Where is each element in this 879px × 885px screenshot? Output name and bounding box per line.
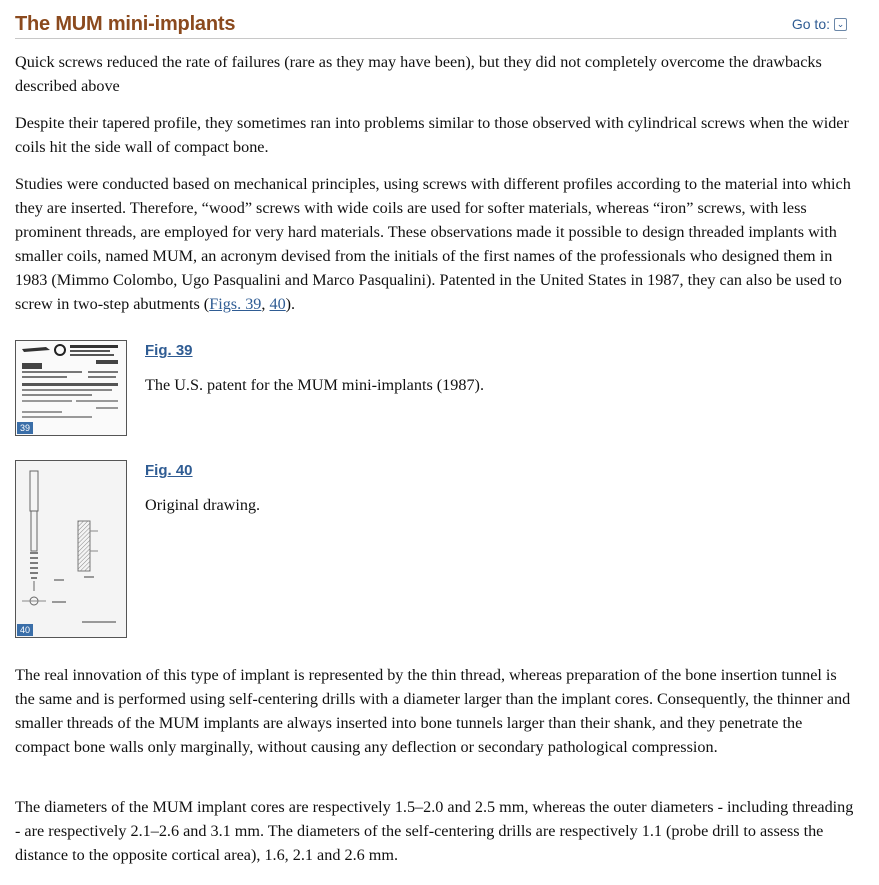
paragraph-3-end: ).: [285, 295, 296, 313]
link-separator: ,: [261, 295, 270, 313]
fig-39-badge: 39: [17, 422, 33, 434]
paragraph-4: The real innovation of this type of implant is represented by the thin thread, whereas preparation of the bone insertion tunnel is the same and is performed using self-centering drills with a diameter larger than the implant cores. Consequently, the thinner and smaller threads of the MUM implants are always inserted into bone tunnels larger than their shank, and they penetrate the compact bone walls only marginally, without causing any deflection or secondary pathological compression.: [15, 666, 851, 756]
paragraph-3: [15, 172, 855, 316]
goto-label[interactable]: Go to:: [791, 16, 830, 32]
section-title: The MUM mini-implants: [15, 13, 236, 35]
figs-39-link[interactable]: Figs. 39: [209, 295, 262, 313]
goto-menu[interactable]: [792, 16, 847, 32]
fig-39-caption: The U.S. patent for the MUM mini-implants (1987).: [145, 376, 484, 394]
fig-39-thumbnail[interactable]: [15, 340, 127, 436]
section-header: [15, 10, 847, 39]
fig-40-badge: 40: [17, 624, 33, 636]
patent-document-image: [16, 341, 126, 435]
paragraph-3-text: Studies were conducted based on mechanical principles, using screws with different profiles according to the material into which they are inserted. Therefore, “wood” screws with wide coils are used for softer materials, whereas “iron” screws, with less prominent threads, are employed for very hard materials. These observations made it possible to design threaded implants with smaller coils, named MUM, an acronym devised from the initials of the first names of the professionals who designed them in 1983 (Mimmo Colombo, Ugo Pasqualini and Marco Pasqualini). Patented in the United States in 1987, they can also be used to screw in two-step abutments (: [15, 175, 851, 313]
fig-40-caption: Original drawing.: [145, 496, 261, 514]
fig-40-thumbnail[interactable]: [15, 460, 127, 638]
paragraph-1: Quick screws reduced the rate of failures (rare as they may have been), but they did not completely overcome the drawbacks described above: [15, 53, 822, 95]
paragraph-5: The diameters of the MUM implant cores are respectively 1.5–2.0 and 2.5 mm, whereas the outer diameters - including threading - are respectively 2.1–2.6 and 3.1 mm. The diameters of the self-centering drills are respectively 1.1 (probe drill to assess the distance to the opposite cortical area), 1.6, 2.1 and 2.6 mm.: [15, 798, 854, 864]
fig-40-title-link[interactable]: Fig. 40: [145, 462, 193, 479]
fig-39-title-link[interactable]: Fig. 39: [145, 342, 193, 359]
implant-drawing-image: [16, 461, 126, 637]
chevron-down-icon[interactable]: ⌄: [834, 18, 847, 31]
fig-40-link[interactable]: 40: [269, 295, 286, 313]
paragraph-2: Despite their tapered profile, they sometimes ran into problems similar to those observed with cylindrical screws when the wider coils hit the side wall of compact bone.: [15, 114, 849, 156]
